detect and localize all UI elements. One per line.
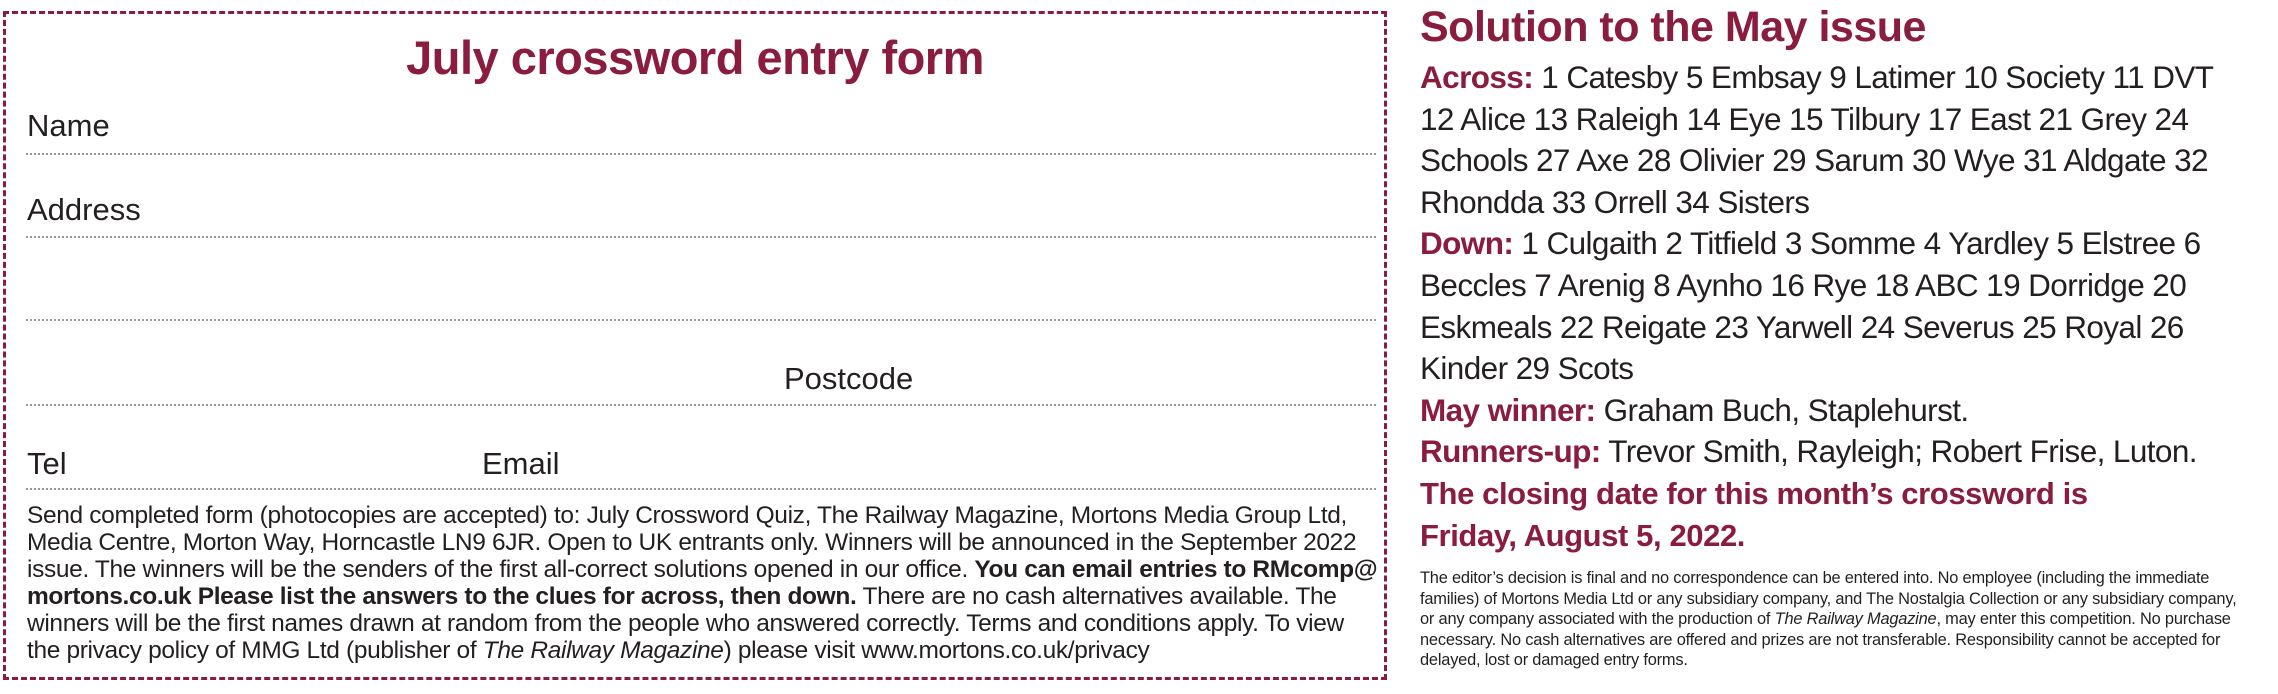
magazine-title-italic: The Railway Magazine bbox=[482, 637, 724, 664]
email-label: Email bbox=[482, 446, 560, 481]
across-label: Across: bbox=[1420, 59, 1534, 95]
small-print-text-2: , may enter this competition. No purchase necessary. No cash alternatives are offered and prizes are not transferable. Responsibility cannot be accepted for delayed, lost or damaged entry forms. bbox=[1420, 610, 2231, 670]
address-line-1[interactable] bbox=[26, 236, 1376, 238]
instructions-text-3: ) please visit www.mortons.co.uk/privacy bbox=[723, 637, 1150, 664]
small-print bbox=[1420, 568, 2250, 671]
instructions-text-1: Send completed form (photocopies are accepted) to: July Crossword Quiz, The Railway Magazine, Mortons Media Group Ltd, Media Centre, Morton Way, Horncastle LN9 6JR. Open to UK entrants only. Winners will be announced in the September 2022 issue. The winners will be the senders of the first all-correct solutions opened in our office. bbox=[27, 502, 1357, 583]
name-line[interactable] bbox=[26, 153, 1376, 155]
winner-label: May winner: bbox=[1420, 391, 1596, 428]
postcode-line[interactable] bbox=[26, 404, 1376, 406]
entry-instructions bbox=[27, 502, 1382, 664]
solution-body bbox=[1420, 57, 2242, 556]
address-label: Address bbox=[27, 192, 141, 227]
winner-text: Graham Buch, Staplehurst. bbox=[1595, 391, 1969, 428]
down-answers bbox=[1420, 223, 2242, 389]
postcode-label: Postcode bbox=[784, 361, 914, 396]
small-print-text-1: The editor’s decision is final and no correspondence can be entered into. No employee (including the immediate families) of Mortons Media Ltd or any subsidiary company, and The Nostalgia Collection or any subsidiary company, or any company associated with the production of bbox=[1420, 569, 2237, 629]
down-text: 1 Culgaith 2 Titfield 3 Somme 4 Yardley 5 Elstree 6 Beccles 7 Arenig 8 Aynho 16 Rye 18 ABC 19 Dorridge 20 Eskmeals 22 Reigate 23 Yarwell 24 Severus 25 Royal 26 Kinder 29 Scots bbox=[1420, 225, 2201, 387]
instructions-email-note: You can email entries to RMcomp@ mortons.co.uk Please list the answers to the clues for across, then down. bbox=[27, 556, 1378, 610]
address-line-2[interactable] bbox=[26, 319, 1376, 321]
runners-up bbox=[1420, 431, 2242, 473]
runners-text: Trevor Smith, Rayleigh; Robert Frise, Luton. bbox=[1600, 433, 2197, 470]
closing-line-2: Friday, August 5, 2022. bbox=[1420, 517, 1746, 553]
may-winner bbox=[1420, 390, 2242, 432]
entry-form bbox=[3, 11, 1387, 680]
down-label: Down: bbox=[1420, 225, 1514, 262]
name-label: Name bbox=[27, 108, 110, 143]
runners-label: Runners-up: bbox=[1420, 433, 1601, 470]
tel-email-line[interactable] bbox=[26, 488, 1376, 490]
instructions-text-2: There are no cash alternatives available. The winners will be the first names drawn at random from the people who answered correctly. Terms and conditions apply. To view the privacy policy of MMG Ltd (publisher of bbox=[27, 583, 1344, 664]
across-text: 1 Catesby 5 Embsay 9 Latimer 10 Society 11 DVT 12 Alice 13 Raleigh 14 Eye 15 Tilbury 17 East 21 Grey 24 Schools 27 Axe 28 Olivier 29 Sarum 30 Wye 31 Aldgate 32 Rhondda 33 Orrell 34 Sisters bbox=[1420, 59, 2213, 220]
across-answers bbox=[1420, 57, 2242, 223]
form-title: July crossword entry form bbox=[406, 31, 984, 84]
tel-label: Tel bbox=[27, 446, 67, 481]
closing-line-1: The closing date for this month’s crossword is bbox=[1420, 475, 2088, 511]
closing-date bbox=[1420, 473, 2242, 556]
small-print-magazine-title: The Railway Magazine bbox=[1774, 610, 1937, 629]
solution-title: Solution to the May issue bbox=[1420, 3, 1926, 51]
